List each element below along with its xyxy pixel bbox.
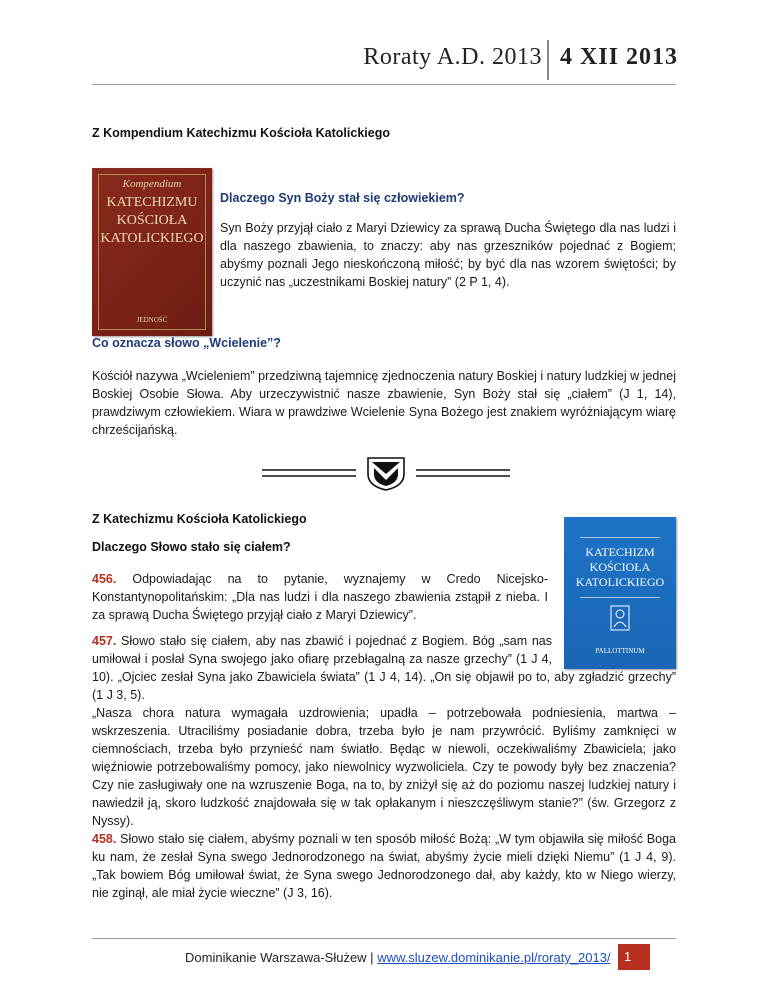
book-cover-publisher: JEDNOŚĆ xyxy=(136,316,168,324)
book-cover-publisher: PALLOTTINUM xyxy=(595,647,645,655)
question-title: Co oznacza słowo „Wcielenie”? xyxy=(92,336,281,350)
book-cover-line: KATECHIZM xyxy=(585,545,655,559)
section1-heading: Z Kompendium Katechizmu Kościoła Katolickiego xyxy=(92,126,390,140)
paragraph-text: Słowo stało się ciałem, aby nas zbawić i pojednać z Bogiem. Bóg „sam nas umiłował i posłał Syna swojego jako ofiarę przebłagalną za nasze grzechy” (1 J 4, 10). „Ojciec zesłał Syna jako Zbawiciela świata” (1 J 4, 14). „On się objawił po to, aby zgładzić grzechy” (1 J 3, 5). xyxy=(92,634,676,702)
page-number: 1 xyxy=(618,944,650,970)
ornament-divider xyxy=(258,456,514,492)
book-cover-line: KATOLICKIEGO xyxy=(575,575,665,589)
paragraph-number: 458. xyxy=(92,832,117,846)
answer-paragraph: Syn Boży przyjął ciało z Maryi Dziewicy za sprawą Ducha Świętego dla nas ludzi i dla naszego zbawienia, to znaczy: aby nas grzeszników pojednać z Bogiem; abyśmy poznali Jego nieskończoną miłość; by być dla nas wzorem świętości; by uczynić nas „uczestnikami Boskiej natury” (2 P 1, 4). xyxy=(220,221,676,289)
float-spacer xyxy=(552,632,676,656)
paragraph-text: Słowo stało się ciałem, abyśmy poznali w ten sposób miłość Bożą: „W tym objawiła się miłość Boga ku nam, że zesłał Syna swego Jednorodzonego na świat, abyśmy życie mieli dzięki Niemu” (1 J 4, 9). „Tak bowiem Bóg umiłował świat, że Syna swego Jednorodzonego dał, aby każdy, kto w Niego wierzy, nie zginął, ale miał życie wieczne” (J 3, 16). xyxy=(92,832,676,900)
book-cover-line: KATECHIZMU xyxy=(106,195,198,210)
paragraph-number: 456. xyxy=(92,572,117,586)
question-title: Dlaczego Syn Boży stał się człowiekiem? xyxy=(220,191,465,205)
book-cover-rule xyxy=(580,537,660,538)
footer-link[interactable]: www.sluzew.dominikanie.pl/roraty_2013/ xyxy=(377,950,611,965)
book-cover-line: KATOLICKIEGO xyxy=(100,231,204,246)
header-title: Roraty A.D. 2013 xyxy=(363,44,542,70)
question-title: Dlaczego Słowo stało się ciałem? xyxy=(92,540,291,554)
book-cover-title xyxy=(564,545,676,590)
paragraph-number: 457. xyxy=(92,634,117,648)
kompendium-book-cover xyxy=(92,168,212,336)
section2-heading: Z Katechizmu Kościoła Katolickiego xyxy=(92,512,307,526)
numbered-paragraph xyxy=(92,830,676,902)
footer-org: Dominikanie Warszawa-Służew | xyxy=(185,950,378,965)
quote-paragraph: „Nasza chora natura wymagała uzdrowienia; upadła – potrzebowała podniesienia, martwa – wskrzeszenia. Utraciliśmy posiadanie dobra, trzeba było je nam przywrócić. Byliśmy zamknięci w ciemnościach, trzeba było przynieść nam światło. Będąc w niewoli, oczekiwaliśmy Zbawiciela; jako więźniowie potrzebowaliśmy pomocy, jako niewolnicy wyzwoliciela. Czy te powody były bez znaczenia? Czy nie zasługiwały one na wzruszenie Boga, na to, by zniżył się aż do poziomu naszej ludzkiej natury i nawiedził ją, skoro ludzkość znajdowała się w tak opłakanym i nieszczęśliwym stanie?” (św. Grzegorz z Nyssy). xyxy=(92,706,676,828)
book-cover-line: KOŚCIOŁA xyxy=(589,560,651,574)
footer xyxy=(185,950,611,965)
book-cover-top-line: Kompendium xyxy=(122,178,182,190)
header-date: 4 XII 2013 xyxy=(560,44,679,70)
header-rule xyxy=(92,84,676,85)
header-divider xyxy=(547,40,549,80)
numbered-paragraph xyxy=(92,632,676,704)
numbered-paragraph xyxy=(92,570,548,624)
answer-paragraph: Kościół nazywa „Wcieleniem” przedziwną tajemnicę zjednoczenia natury Boskiej i natury ludzkiej w jednej Boskiej Osobie Słowa. Aby urzeczywistnić nasze zbawienie, Syn Boży stał się „ciałem” (J 1, 14), prawdziwym człowiekiem. Wiara w prawdziwe Wcielenie Syna Bożego jest znakiem wyróżniającym wiarę chrześcijańską. xyxy=(92,369,676,437)
footer-rule xyxy=(92,938,676,939)
paragraph-text: Odpowiadając na to pytanie, wyznajemy w Credo Nicejsko-Konstantynopolitańskim: „Dla nas ludzi i dla naszego zbawienia zstąpił z nieba. I za sprawą Ducha Świętego przyjął ciało z Maryi Dziewicy”. xyxy=(92,572,548,622)
book-cover-rule xyxy=(580,597,660,598)
book-cover-line: KOŚCIOŁA xyxy=(116,213,188,228)
book-cover-title xyxy=(92,194,212,248)
emblem-icon xyxy=(610,605,630,631)
